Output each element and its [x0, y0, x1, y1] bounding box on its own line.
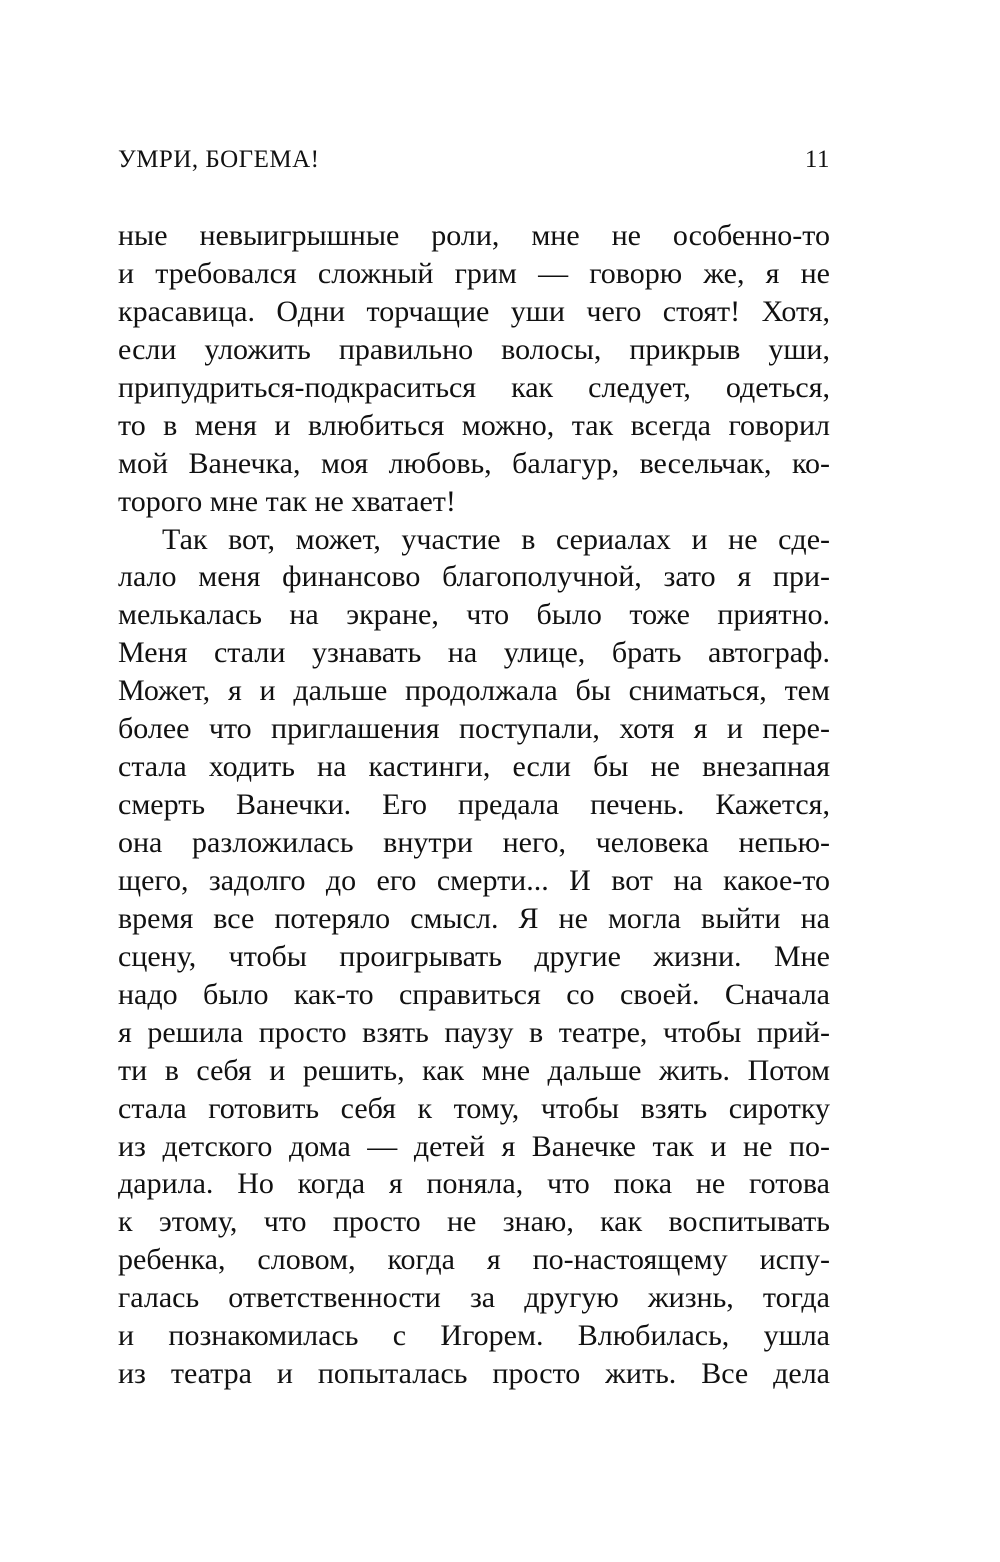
text-line: из детского дома — детей я Ванечке так и не по- — [118, 1129, 830, 1163]
paragraph-1 — [118, 217, 830, 521]
text-line: лало меня финансово благополучной, зато я при- — [118, 560, 830, 594]
text-line: Меня стали узнавать на улице, брать автограф. — [118, 636, 830, 670]
paragraph-2 — [118, 521, 830, 1394]
text-line: мой Ванечка, моя любовь, балагур, весельчак, ко- — [118, 446, 830, 480]
text-line: галась ответственности за другую жизнь, тогда — [118, 1281, 830, 1315]
text-line: и познакомилась с Игорем. Влюбилась, ушла — [118, 1319, 830, 1353]
text-line: более что приглашения поступали, хотя я и пере- — [118, 712, 830, 746]
text-line: стала готовить себя к тому, чтобы взять сиротку — [118, 1091, 830, 1125]
running-header — [118, 146, 830, 182]
text-line: Может, я и дальше продолжала бы сниматься, тем — [118, 674, 830, 708]
text-line: и требовался сложный грим — говорю же, я не — [118, 256, 830, 290]
text-line: надо было как-то справиться со своей. Сначала — [118, 977, 830, 1011]
text-line: время все потеряло смысл. Я не могла выйти на — [118, 901, 830, 935]
text-line: ти в себя и решить, как мне дальше жить. Потом — [118, 1053, 830, 1087]
text-line: торого мне так не хватает! — [118, 484, 456, 518]
text-line: дарила. Но когда я поняла, что пока не готова — [118, 1167, 830, 1201]
text-line: ные невыигрышные роли, мне не особенно-то — [118, 219, 830, 252]
text-line: ребенка, словом, когда я по-настоящему испу- — [118, 1243, 830, 1277]
text-line: смерть Ванечки. Его предала печень. Кажется, — [118, 788, 830, 822]
text-line: то в меня и влюбиться можно, так всегда говорил — [118, 408, 830, 442]
text-line: она разложилась внутри него, человека непью- — [118, 826, 830, 859]
text-line: из театра и попыталась просто жить. Все дела — [118, 1357, 830, 1391]
running-title: УМРИ, БОГЕМА! — [118, 146, 320, 173]
page-number: 11 — [804, 146, 830, 173]
text-line: если уложить правильно волосы, прикрыв уши, — [118, 332, 830, 366]
text-line: Так вот, может, участие в сериалах и не сде- — [162, 522, 830, 556]
text-line: стала ходить на кастинги, если бы не внезапная — [118, 750, 830, 784]
text-line: я решила просто взять паузу в театре, чтобы прий- — [118, 1015, 830, 1049]
body-text — [118, 217, 830, 1393]
text-line: мелькалась на экране, что было тоже приятно. — [118, 598, 830, 632]
text-line: сцену, чтобы проигрывать другие жизни. Мне — [118, 939, 830, 973]
text-line: припудриться-подкраситься как следует, одеться, — [118, 370, 830, 404]
text-line: красавица. Одни торчащие уши чего стоят! Хотя, — [118, 294, 830, 328]
text-line: щего, задолго до его смерти... И вот на какое-то — [118, 863, 830, 897]
text-line: к этому, что просто не знаю, как воспитывать — [118, 1205, 830, 1239]
